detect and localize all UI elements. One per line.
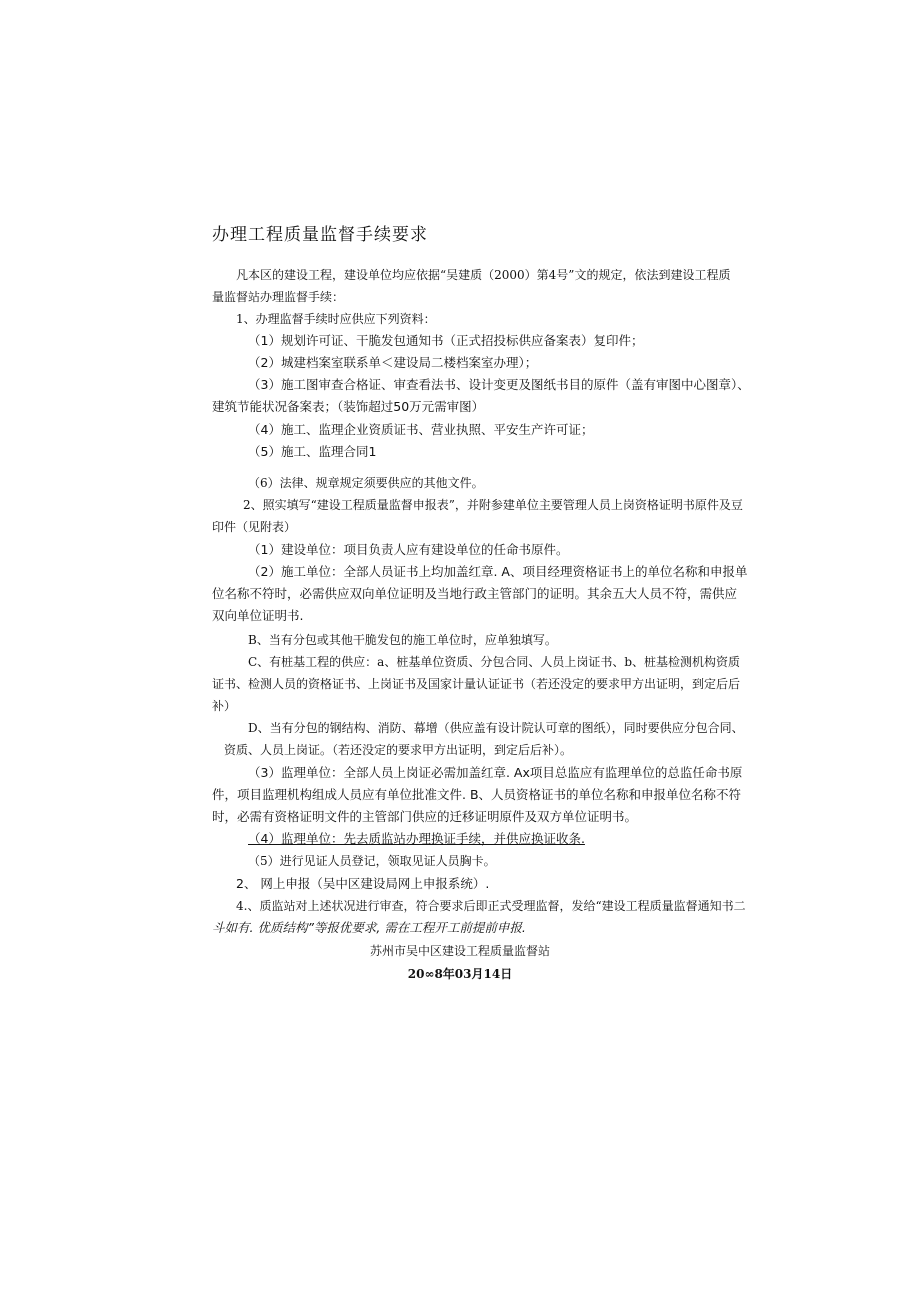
text-line: （4）监理单位：先去质监站办理换证手续，并供应换证收条. bbox=[248, 831, 585, 846]
text-line: 证书、检测人员的资格证书、上岗证书及国家计量认证证书（若还没定的要求甲方出证明，到定后后 bbox=[212, 677, 741, 691]
text-line: D、当有分包的钢结构、消防、幕增（供应盖有设计院认可章的图纸），同时要供应分包合同、 bbox=[248, 721, 744, 735]
text-line: 补） bbox=[212, 699, 237, 713]
footer-organization: 苏州市吴中区建设工程质量监督站 bbox=[369, 944, 550, 958]
text-line: （5）进行见证人员登记，领取见证人员胸卡。 bbox=[248, 854, 496, 868]
text-line: 斗如有. 优质结构”等报优要求, 需在工程开工前提前申报. bbox=[212, 920, 526, 935]
text-line: 印件（见附表） bbox=[212, 520, 297, 534]
text-line: 位名称不符时，必需供应双向单位证明及当地行政主管部门的证明。其余五大人员不符，需供应 bbox=[212, 586, 738, 601]
text-line: （2）城建档案室联系单＜建设局二楼档案室办理）； bbox=[248, 355, 538, 370]
text-line: （4）施工、监理企业资质证书、营业执照、平安生产许可证； bbox=[248, 422, 594, 437]
text-line: B、当有分包或其他干脆发包的施工单位时，应单独填写。 bbox=[248, 633, 557, 647]
page-title: 办理工程质量监督手续要求 bbox=[212, 225, 428, 245]
text-line: （1）规划许可证、干脆发包通知书（正式招投标供应备案表）复印件； bbox=[248, 333, 644, 348]
text-line: 2、照实填写“建设工程质量监督申报表”，并附参建单位主要管理人员上岗资格证明书原件及豆 bbox=[243, 498, 743, 512]
text-line: 凡本区的建设工程，建设单位均应依据“吴建质（2000）第4号”文的规定，依法到建设工程质 bbox=[236, 268, 731, 282]
text-line: 2、 网上申报（吴中区建设局网上申报系统）. bbox=[236, 876, 490, 891]
footer-date: 20∞8年03月14日 bbox=[407, 967, 513, 981]
text-line: 建筑节能状况备案表；（装饰超过50万元需审图） bbox=[212, 399, 485, 414]
text-line: （6）法律、规章规定须要供应的其他文件。 bbox=[248, 476, 484, 490]
text-line: 量监督站办理监督手续： bbox=[212, 290, 345, 304]
text-line: 资质、人员上岗证。（若还没定的要求甲方出证明，到定后后补）。 bbox=[224, 743, 573, 757]
text-line: （1）建设单位：项目负责人应有建设单位的任命书原件。 bbox=[248, 542, 569, 557]
text-line: 4.、质监站对上述状况进行审查，符合要求后即正式受理监督，发给“建设工程质量监督通知书二 bbox=[236, 899, 746, 913]
text-line: C、有桩基工程的供应：a、桩基单位资质、分包合同、人员上岗证书、b、桩基检测机构资质 bbox=[248, 655, 741, 669]
text-line: 件，项目监理机构组成人员应有单位批准文件. B、人员资格证书的单位名称和申报单位名称不符 bbox=[212, 787, 742, 802]
text-line: （2）施工单位：全部人员证书上均加盖红章. A、项目经理资格证书上的单位名称和申报单 bbox=[248, 564, 748, 579]
text-line: （3）施工图审查合格证、审查看法书、设计变更及图纸书目的原件（盖有审图中心图章）、 bbox=[248, 377, 750, 392]
text-line: （3）监理单位：全部人员上岗证必需加盖红章. Ax项目总监应有监理单位的总监任命书原 bbox=[248, 765, 743, 780]
text-line: 1、办理监督手续时应供应下列资料： bbox=[236, 312, 436, 326]
text-line: 时，必需有资格证明文件的主管部门供应的迁移证明原件及双方单位证明书。 bbox=[212, 809, 638, 824]
text-line: （5）施工、监理合同1 bbox=[248, 444, 377, 459]
text-line: 双向单位证明书. bbox=[212, 608, 304, 623]
